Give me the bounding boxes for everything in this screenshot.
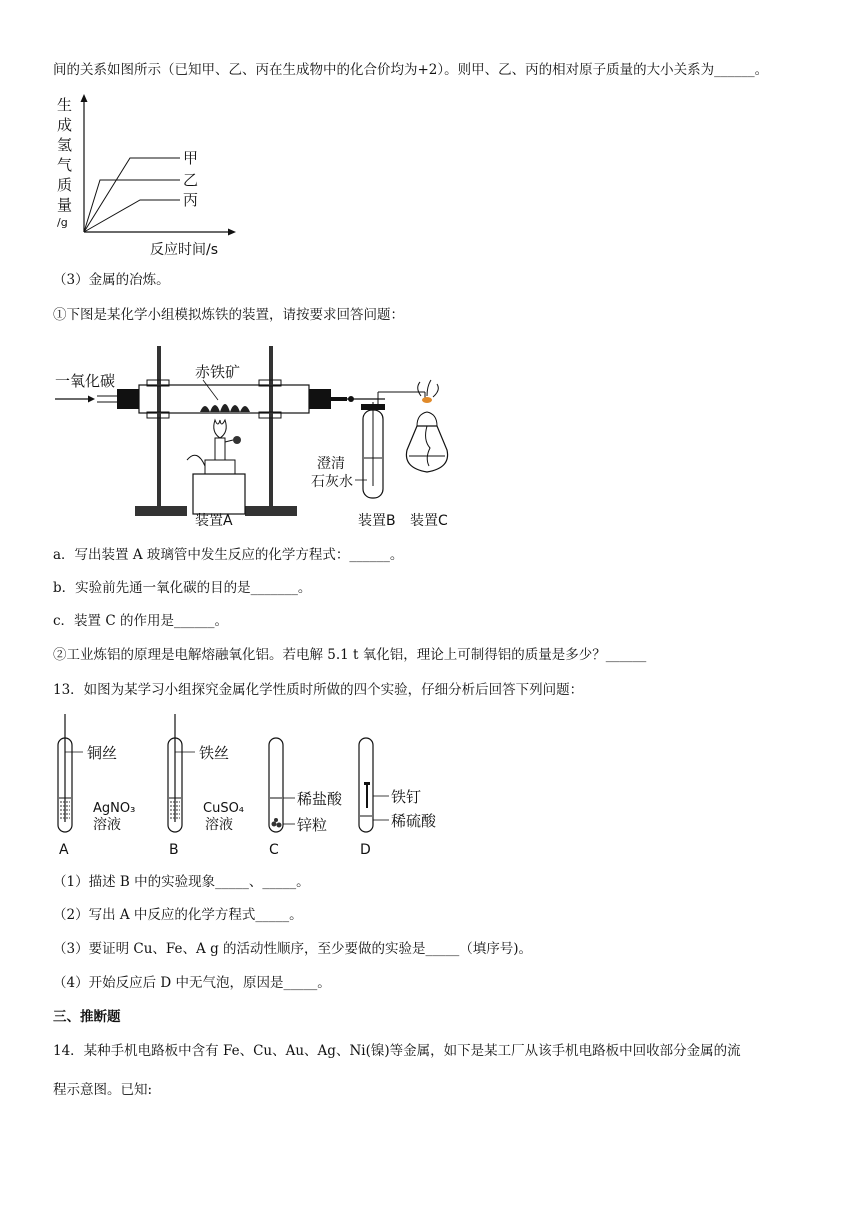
tube-a-wire-label: 铜丝 (87, 744, 118, 762)
flame-a (214, 420, 226, 438)
graph-x-label: 反应时间/s (150, 242, 219, 258)
co-arrowhead (88, 396, 95, 403)
four-test-tubes (55, 712, 455, 860)
graph-y-char: 量 (57, 196, 73, 214)
tube-a (58, 714, 135, 858)
alcohol-lamp-c (406, 426, 447, 472)
tube-c-letter: C (269, 842, 279, 858)
text-line-continuation: 间的关系如图所示（已知甲、乙、丙在生成物中的化合价均为+2）。则甲、乙、丙的相对原子质量的大小关系为______。 (53, 62, 769, 78)
burner-a (193, 474, 245, 514)
tube-c (269, 738, 343, 858)
text-line-smelting: （3）金属的冶炼。 (53, 272, 170, 288)
tube-b-letter: B (169, 842, 179, 858)
section-heading: 三、推断题 (53, 1009, 121, 1025)
stand-rod-right (269, 346, 273, 514)
stopper-right (309, 389, 331, 409)
stand-base-left (135, 506, 187, 516)
tube-b-solution-label: CuSO₄ (203, 801, 245, 816)
hematite-label: 赤铁矿 (195, 363, 241, 381)
tube-a-solution-label: AgNO₃ (93, 801, 136, 816)
apparatus-c-label: 装置C (410, 513, 448, 529)
graph-label-jia: 甲 (183, 149, 199, 167)
graph-y-char: 氢 (57, 136, 73, 154)
limewater-label-1: 澄清 (317, 456, 345, 472)
co-label: 一氧化碳 (55, 372, 116, 390)
tube-d-liquid-label: 稀硫酸 (391, 812, 437, 830)
graph-label-bing: 丙 (183, 191, 199, 209)
tube-d-letter: D (360, 842, 371, 858)
tube-c-solid-label: 锌粒 (297, 816, 328, 834)
tube-a-solution-label-2: 溶液 (93, 817, 121, 833)
question-13-4: （4）开始反应后 D 中无气泡，原因是_____。 (53, 975, 331, 991)
question-13-2: （2）写出 A 中反应的化学方程式_____。 (53, 907, 303, 923)
graph-x-arrow (228, 229, 236, 236)
question-b: b．实验前先通一氧化碳的目的是_______。 (53, 580, 312, 596)
tube-d-solid-label: 铁钉 (391, 788, 422, 806)
graph-y-label (57, 96, 72, 229)
apparatus-a-label: 装置A (195, 513, 233, 529)
graph-y-arrow (81, 94, 88, 102)
question-14-line-2: 程示意图。已知: (53, 1082, 153, 1098)
tube-b-solution-label-2: 溶液 (205, 817, 233, 833)
tube-a-letter: A (59, 842, 69, 858)
hydrogen-mass-graph (50, 92, 270, 262)
graph-line-jia (84, 158, 180, 232)
text-line-iron-apparatus-intro: ①下图是某化学小组模拟炼铁的装置，请按要求回答问题： (53, 307, 404, 323)
tube-c-liquid-label: 稀盐酸 (297, 790, 343, 808)
question-c: c．装置 C 的作用是______。 (53, 613, 228, 629)
limewater-label-2: 石灰水 (311, 474, 353, 490)
iron-smelting-apparatus (55, 340, 475, 532)
stopper-left (117, 389, 139, 409)
tube-b-wire-label: 铁丝 (199, 744, 230, 762)
question-13-3: （3）要证明 Cu、Fe、A g 的活动性顺序，至少要做的实验是_____（填序号)。 (53, 941, 533, 957)
graph-y-unit: /g (57, 216, 68, 229)
graph-y-char: 成 (57, 116, 73, 134)
hematite-powder (200, 404, 250, 412)
question-13-intro: 13．如图为某学习小组探究金属化学性质时所做的四个实验，仔细分析后回答下列问题： (53, 682, 584, 698)
graph-label-yi: 乙 (183, 171, 199, 189)
stand-rod-left (157, 346, 161, 514)
stand-base-right (245, 506, 297, 516)
question-aluminium: ②工业炼铝的原理是电解熔融氧化铝。若电解 5.1 t 氧化铝，理论上可制得铝的质量是多少？______ (53, 647, 647, 663)
question-a: a．写出装置 A 玻璃管中发生反应的化学方程式：______。 (53, 547, 404, 563)
graph-line-bing (84, 200, 180, 232)
graph-y-char: 生 (57, 96, 73, 114)
apparatus-b-label: 装置B (358, 513, 396, 529)
tube-b (168, 714, 244, 858)
question-13-1: （1）描述 B 中的实验现象_____、_____。 (53, 874, 310, 890)
question-14-line-1: 14．某种手机电路板中含有 Fe、Cu、Au、Ag、Ni(镍)等金属，如下是某工厂从该手机电路板中回收部分金属的流 (53, 1043, 741, 1059)
tube-d (359, 738, 437, 858)
graph-y-char: 质 (57, 176, 73, 194)
graph-y-char: 气 (57, 156, 73, 174)
